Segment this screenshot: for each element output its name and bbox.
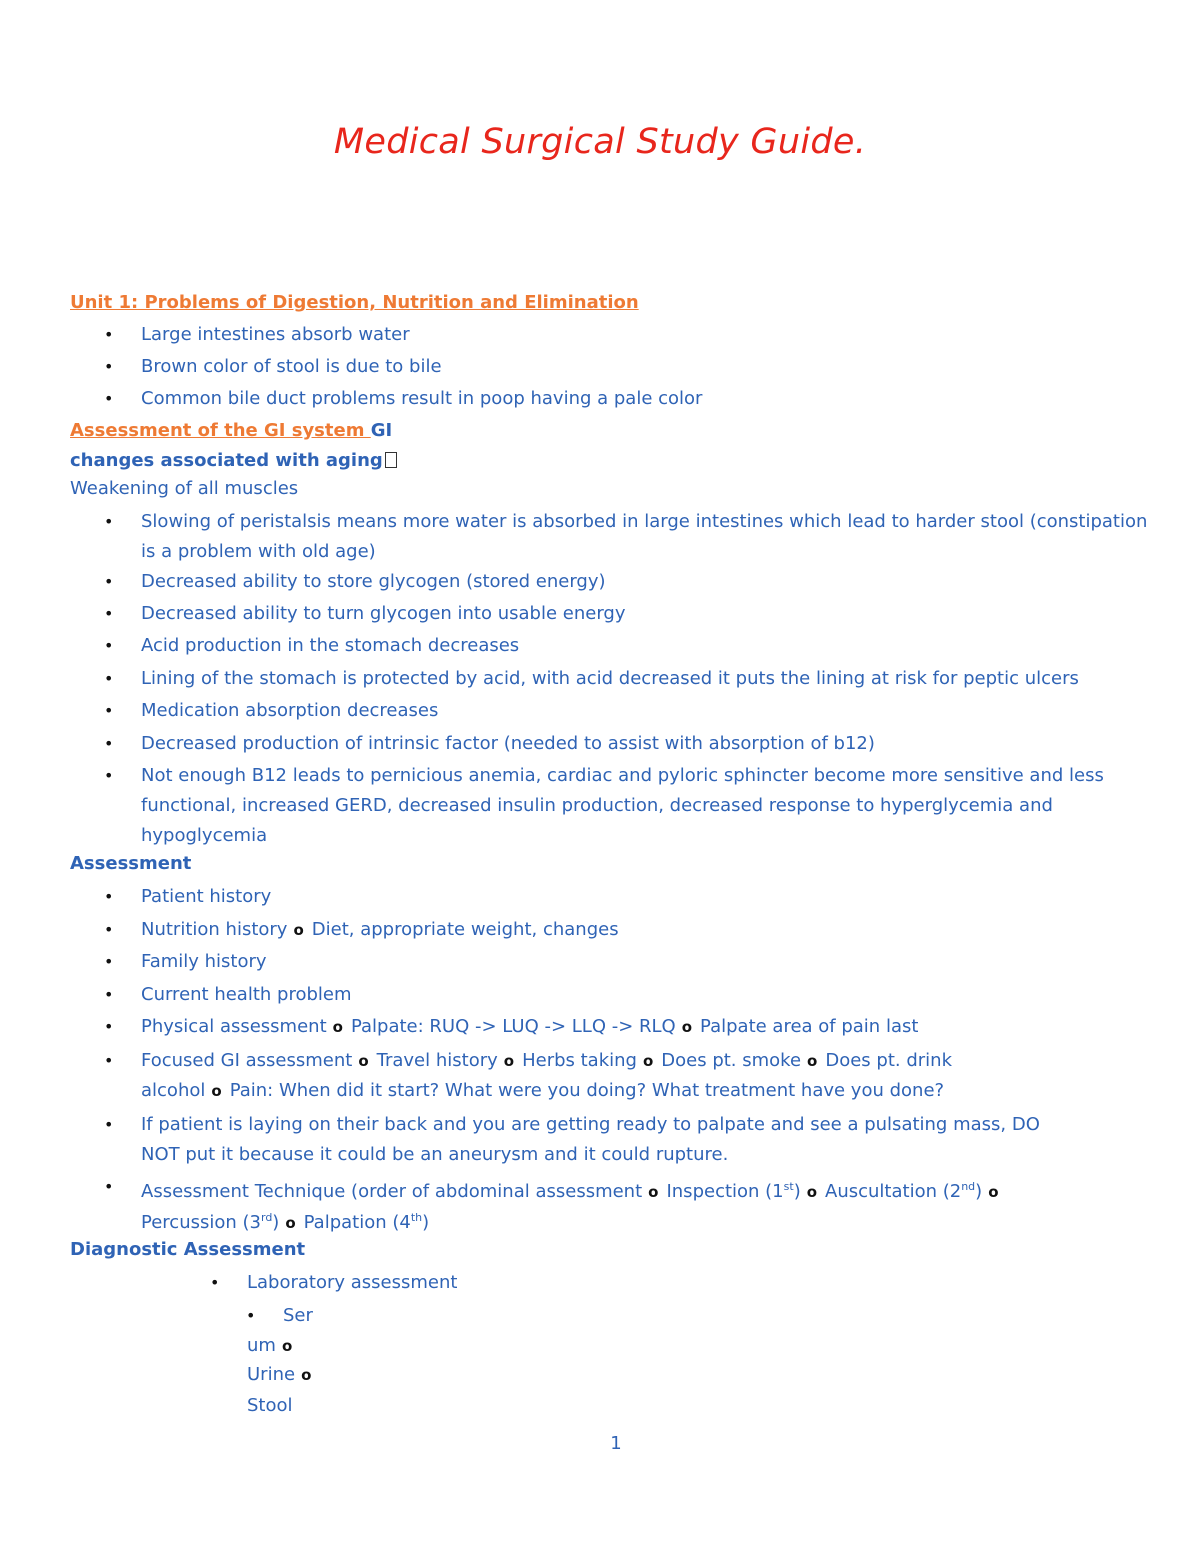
sub-bullet-icon: o [806, 1183, 818, 1201]
bullet-icon: • [104, 1051, 114, 1070]
bullet-icon: • [104, 920, 114, 939]
list-item-continuation: hypoglycemia [141, 825, 268, 846]
bullet-icon: • [104, 357, 114, 376]
list-item-continuation: Percussion (3rd) o Palpation (4th) [141, 1211, 430, 1233]
bullet-icon: • [104, 1115, 114, 1134]
bullet-icon: • [104, 887, 114, 906]
list-item-continuation: Urine o [247, 1364, 312, 1385]
bullet-icon: • [104, 325, 114, 344]
bullet-icon: • [104, 701, 114, 720]
sub-bullet-icon: o [503, 1052, 515, 1070]
list-item-continuation: um o [247, 1335, 293, 1356]
unit1-heading: Unit 1: Problems of Digestion, Nutrition and Elimination [70, 292, 639, 313]
bullet-icon: • [104, 572, 114, 591]
bullet-icon: • [104, 1177, 114, 1196]
bullet-icon: • [104, 985, 114, 1004]
sub-bullet-icon: o [332, 1018, 343, 1036]
bullet-icon: • [210, 1273, 220, 1292]
sub-bullet-icon: o [285, 1214, 296, 1232]
document-title: Medical Surgical Study Guide. [333, 122, 867, 162]
bullet-icon: • [104, 766, 114, 785]
sub-bullet-icon: o [301, 1366, 312, 1384]
diagnostic-heading: Diagnostic Assessment [70, 1239, 306, 1260]
sub-bullet-icon: o [807, 1052, 818, 1070]
missing-glyph-icon [385, 452, 397, 468]
sub-bullet-icon: o [281, 1337, 293, 1355]
bullet-icon: • [104, 389, 114, 408]
list-item-continuation: is a problem with old age) [141, 541, 376, 562]
bullet-icon: • [104, 604, 114, 623]
page-number: 1 [610, 1433, 622, 1454]
bullet-icon: • [104, 734, 114, 753]
sub-bullet-icon: o [358, 1052, 369, 1070]
assessment-heading: Assessment [70, 853, 192, 874]
sub-bullet-icon: o [988, 1183, 999, 1201]
gi-assessment-heading: Assessment of the GI system GI [70, 420, 393, 441]
list-item-continuation: NOT put it because it could be an aneurysm and it could rupture. [141, 1144, 729, 1165]
sub-bullet-icon: o [293, 921, 304, 939]
sub-bullet-icon: o [211, 1082, 222, 1100]
sub-bullet-icon: o [642, 1052, 654, 1070]
list-item-continuation: alcohol o Pain: When did it start? What were you doing? What treatment have you done? [141, 1080, 945, 1101]
sub-bullet-icon: o [648, 1183, 659, 1201]
bullet-icon: • [104, 512, 114, 531]
list-item-continuation: Stool [247, 1395, 293, 1416]
list-item-continuation: functional, increased GERD, decreased insulin production, decreased response to hyperglycemia and [141, 795, 1053, 816]
sub-bullet-icon: o [681, 1018, 693, 1036]
bullet-icon: • [246, 1306, 256, 1325]
aging-subheading: changes associated with aging [70, 448, 397, 474]
document-page: Medical Surgical Study Guide. Unit 1: Problems of Digestion, Nutrition and Elimination • Large intestines absorb water • Brown color of stool is due to bile • Common bile duct problems result in poop having a pale color Assessment of the GI system GI changes associated with aging Weakening of all muscles • Slowing of peristalsis means more water is absorbed in large intestines which lead to harder stool (constipation is a problem with old age) • Decreased ability to store glycogen (stored energy) • Decreased ability to turn glycogen into usable energy • Acid production in the stomach decreases • Lining of the stomach is protected by acid, with acid decreased it puts the lining at risk for peptic ulcers • Medication absorption decreases • Decreased production of intrinsic factor (needed to assist with absorption of b12) • Not enough B12 leads to pernicious anemia, cardiac and pyloric sphincter become more sensitive and less functional, increased GERD, decreased insulin production, decreased response to hyperglycemia and hypoglycemia Assessment • Patient history • Nutrition history o Diet, appropriate weight, changes • Family history • Current health problem • Physical assessment o Palpate: RUQ -> LUQ -> LLQ -> RLQ o Palpate area of pain last • Focused GI assessment o Travel history o Herbs taking o Does pt. smoke o Does pt. drink alcohol o Pain: When did it start? What were you doing? What treatment have you done? • If patient is laying on their back and you are getting ready to palpate and see a pulsating mass, DO NOT put it because it could be an aneurysm and it could rupture. • Assessment Technique (order of abdominal assessment o Inspection (1st) o Auscultation (2nd) o Percussion (3rd) o Palpation (4th) Diagnostic Assessment • Laboratory assessment • Ser um o Urine o Stool 1 [0, 0, 1200, 1553]
bullet-icon: • [104, 1017, 114, 1036]
bullet-icon: • [104, 636, 114, 655]
bullet-icon: • [104, 669, 114, 688]
bullet-icon: • [104, 952, 114, 971]
aging-intro: Weakening of all muscles [70, 478, 299, 499]
